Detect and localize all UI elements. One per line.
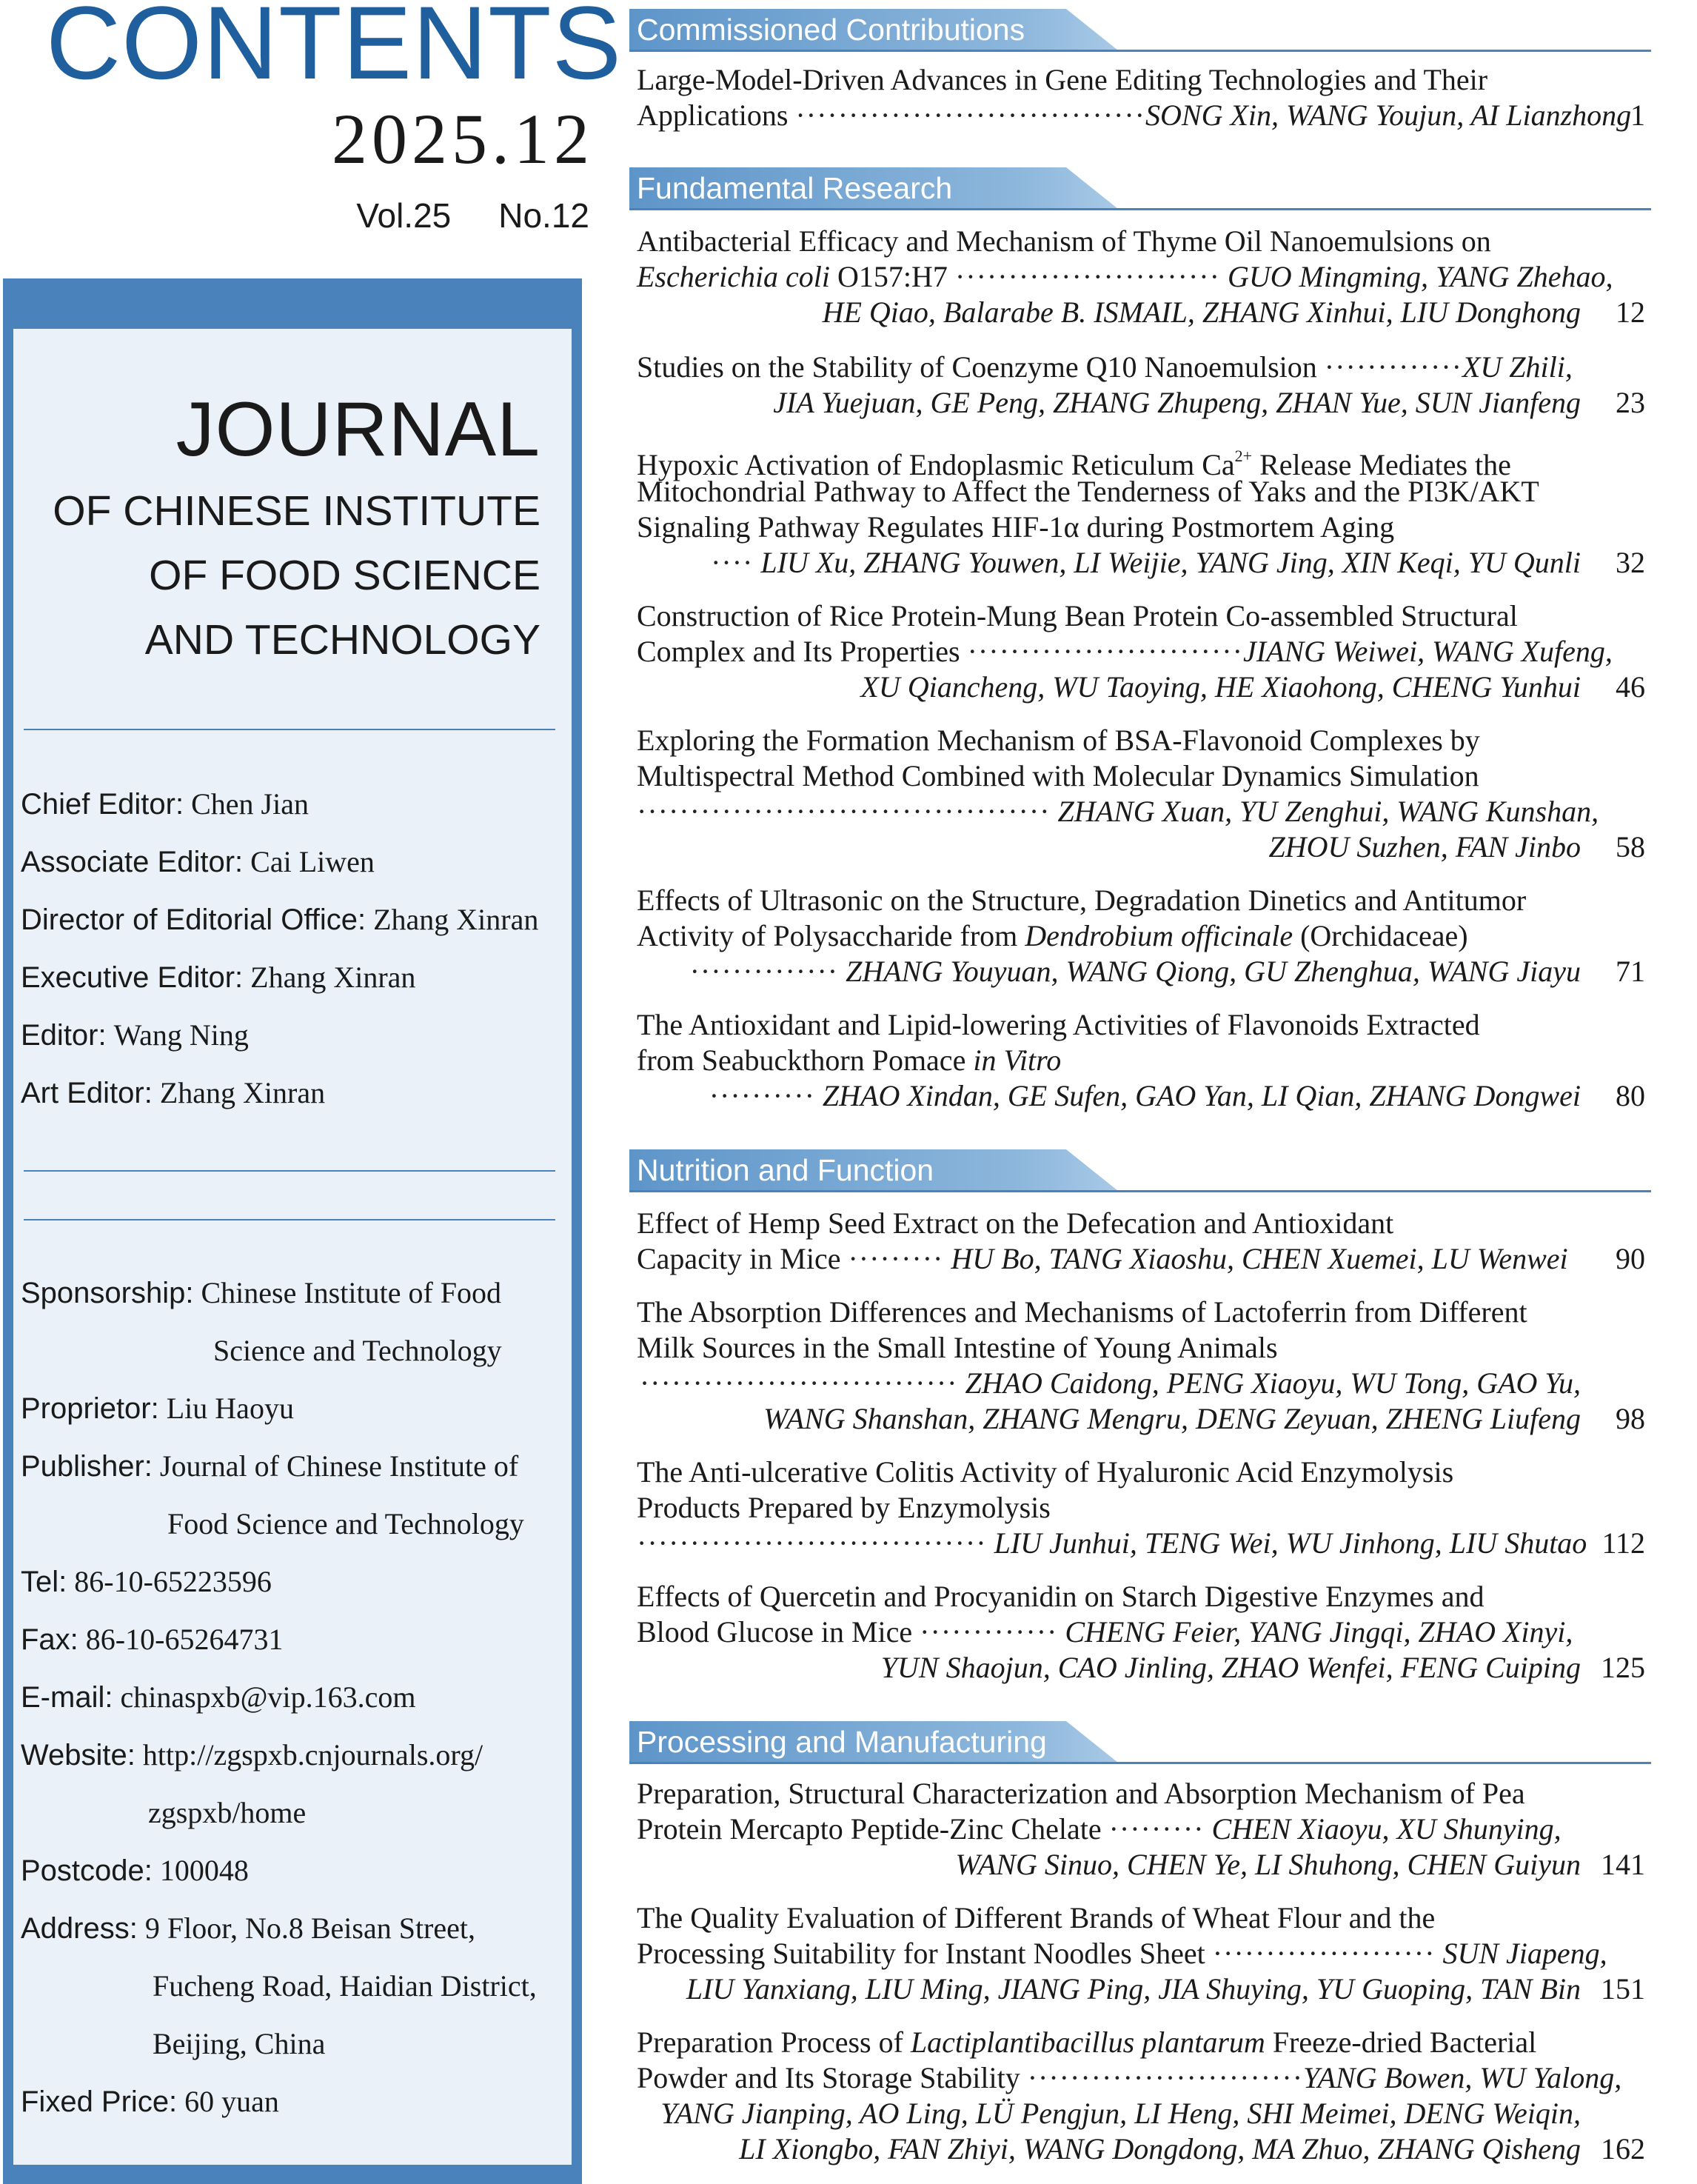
entry-line xyxy=(637,98,1632,133)
field-label: Publisher: xyxy=(21,1450,153,1483)
field-value: Wang Ning xyxy=(113,1018,249,1052)
authors-text: LI Xiongbo, FAN Zhiyi, WANG Dongdong, MA Zhuo, ZHANG Qisheng xyxy=(739,2132,1581,2165)
section-header xyxy=(629,167,1651,210)
entry-line xyxy=(637,1650,1581,1686)
toc-entry[interactable] xyxy=(637,1455,1645,1561)
entry-line xyxy=(637,350,1599,385)
editor-row xyxy=(21,847,538,905)
entry-line xyxy=(637,669,1581,705)
field-value: Fucheng Road, Haidian District, xyxy=(153,1969,537,2003)
page-number: 98 xyxy=(1616,1402,1645,1435)
field-value: Liu Haoyu xyxy=(166,1392,294,1425)
authors-text: JIA Yuejuan, GE Peng, ZHANG Zhupeng, ZHAN Yue, SUN Jianfeng xyxy=(773,386,1581,419)
entry-line xyxy=(637,1241,1599,1277)
toc-entry[interactable] xyxy=(637,598,1645,705)
entry-line: The Quality Evaluation of Different Brands of Wheat Flour and the xyxy=(637,1901,1436,1934)
issue-number: No.12 xyxy=(498,196,589,235)
authors-text: WANG Sinuo, CHEN Ye, LI Shuhong, CHEN Guiyun xyxy=(955,1848,1581,1881)
authors-text: ZHANG Xuan, YU Zenghui, WANG Kunshan, xyxy=(1057,795,1599,828)
entry-line xyxy=(637,634,1613,669)
field-label: Fax: xyxy=(21,1623,78,1656)
title-text: Applications xyxy=(637,98,789,132)
leader-dots: ······································· xyxy=(637,795,1051,828)
leader-dots: ······························ xyxy=(639,1366,958,1400)
entry-line xyxy=(637,2096,1581,2131)
field-label: Proprietor: xyxy=(21,1392,159,1425)
field-value: chinaspxb@vip.163.com xyxy=(120,1680,416,1714)
field-label: Executive Editor: xyxy=(21,961,244,994)
field-value: 60 yuan xyxy=(184,2085,279,2118)
field-label: Sponsorship: xyxy=(21,1277,194,1309)
masthead-panel xyxy=(3,278,582,2184)
page-number: 46 xyxy=(1616,670,1645,704)
price-row xyxy=(21,2087,537,2145)
email-row xyxy=(21,1680,537,1740)
field-value: Cai Liwen xyxy=(250,845,375,878)
volume-number xyxy=(356,198,589,233)
authors-text: LIU Xu, ZHANG Youwen, LI Weijie, YANG Jing, XIN Keqi, YU Qunli xyxy=(760,546,1581,579)
entry-line xyxy=(637,1847,1581,1883)
field-label: E-mail: xyxy=(21,1681,113,1714)
leader-dots: ································· xyxy=(795,98,1145,132)
section-rule xyxy=(629,1762,1651,1764)
toc-entry[interactable] xyxy=(637,224,1645,330)
journal-title-line: AND TECHNOLOGY xyxy=(144,616,540,664)
section-header xyxy=(629,1721,1651,1764)
field-label: Director of Editorial Office: xyxy=(21,904,366,936)
fax-row xyxy=(21,1625,537,1683)
page-number: 12 xyxy=(1616,295,1645,329)
divider xyxy=(24,1170,555,1172)
leader-dots: ·························· xyxy=(967,635,1243,668)
leader-dots: ····················· xyxy=(1212,1937,1436,1970)
field-label: Address: xyxy=(21,1912,138,1945)
section-rule xyxy=(629,1190,1651,1192)
divider xyxy=(24,1219,555,1220)
title-text: Hypoxic Activation of Endoplasmic Reticulum Ca xyxy=(637,448,1235,481)
toc-entry[interactable] xyxy=(637,350,1645,421)
toc-entry[interactable] xyxy=(637,883,1645,989)
field-value: 100048 xyxy=(159,1854,249,1887)
title-text: Studies on the Stability of Coenzyme Q10 Nanoemulsion xyxy=(637,350,1317,384)
entry-line xyxy=(637,438,1599,481)
website-row-cont xyxy=(21,1798,537,1856)
proprietor-row xyxy=(21,1394,537,1452)
field-value: 86-10-65223596 xyxy=(74,1565,272,1598)
section-title: Commissioned Contributions xyxy=(637,13,1025,47)
field-value: Beijing, China xyxy=(153,2027,326,2060)
editor-row xyxy=(21,1018,538,1078)
entry-line: Effects of Ultrasonic on the Structure, Degradation Dinetics and Antitumor xyxy=(637,884,1527,917)
journal-title-line: OF FOOD SCIENCE xyxy=(149,552,540,599)
entry-line xyxy=(637,1971,1581,2007)
address-row-cont xyxy=(21,2029,537,2087)
authors-text: LIU Yanxiang, LIU Ming, JIANG Ping, JIA Shuying, YU Guoping, TAN Bin xyxy=(686,1972,1581,2006)
entry-line: Multispectral Method Combined with Molecular Dynamics Simulation xyxy=(637,759,1479,792)
title-text: Dendrobium officinale xyxy=(1025,919,1293,952)
leader-dots: ································· xyxy=(637,1526,987,1560)
authors-text: JIANG Weiwei, WANG Xufeng, xyxy=(1242,635,1613,668)
field-value: Zhang Xinran xyxy=(250,961,416,994)
journal-title xyxy=(53,387,540,664)
authors-text: HU Bo, TANG Xiaoshu, CHEN Xuemei, LU Wenwei xyxy=(951,1242,1568,1275)
entry-line xyxy=(637,1078,1581,1114)
entry-line: The Anti-ulcerative Colitis Activity of Hyaluronic Acid Enzymolysis xyxy=(637,1455,1454,1489)
leader-dots: ························· xyxy=(954,260,1220,293)
authors-text: XU Zhili, xyxy=(1462,350,1573,384)
title-text: Capacity in Mice xyxy=(637,1242,841,1275)
entry-line: Effects of Quercetin and Procyanidin on Starch Digestive Enzymes and xyxy=(637,1580,1485,1613)
field-label: Tel: xyxy=(21,1566,67,1598)
page-number: 162 xyxy=(1601,2132,1645,2165)
sponsorship-row-cont xyxy=(21,1336,537,1394)
leader-dots: ···· xyxy=(711,546,754,579)
entry-line xyxy=(637,1811,1599,1847)
address-row-cont xyxy=(21,1971,537,2029)
section-rule xyxy=(629,208,1651,210)
entry-line xyxy=(637,2060,1622,2096)
title-text: Powder and Its Storage Stability xyxy=(637,2061,1020,2094)
entry-line xyxy=(637,545,1581,581)
entry-line: Large-Model-Driven Advances in Gene Editing Technologies and Their xyxy=(637,63,1488,96)
editor-row xyxy=(21,963,538,1021)
entry-line xyxy=(637,295,1581,330)
toc-section xyxy=(629,167,1651,210)
authors-text: YANG Bowen, WU Yalong, xyxy=(1303,2061,1622,2094)
leader-dots: ········· xyxy=(1108,1812,1205,1846)
entry-line xyxy=(637,918,1599,954)
authors-text: ZHAO Caidong, PENG Xiaoyu, WU Tong, GAO Yu, xyxy=(965,1366,1581,1400)
page-number: 58 xyxy=(1616,830,1645,864)
journal-title-line: OF CHINESE INSTITUTE xyxy=(53,487,540,535)
entry-line: Milk Sources in the Small Intestine of Young Animals xyxy=(637,1331,1278,1364)
field-value: Food Science and Technology xyxy=(167,1507,524,1540)
title-text: Activity of Polysaccharide from xyxy=(637,919,1025,952)
entry-line xyxy=(637,1401,1581,1437)
authors-text: SONG Xin, WANG Youjun, AI Lianzhong xyxy=(1145,98,1632,132)
toc-entry[interactable] xyxy=(637,1900,1645,2007)
page-number: 71 xyxy=(1616,955,1645,988)
field-label: Chief Editor: xyxy=(21,788,184,821)
leader-dots: ·········· xyxy=(709,1079,815,1112)
address-row xyxy=(21,1911,537,1971)
title-text: Release Mediates the xyxy=(1252,448,1511,481)
title-text: from Seabuckthorn Pomace xyxy=(637,1043,974,1077)
entry-line xyxy=(637,1366,1581,1401)
entry-line: Signaling Pathway Regulates HIF-1α during Postmortem Aging xyxy=(637,510,1395,544)
title-text: Blood Glucose in Mice xyxy=(637,1615,913,1649)
entry-line xyxy=(637,829,1581,865)
leader-dots: ·························· xyxy=(1027,2061,1304,2094)
authors-text: YANG Jianping, AO Ling, LÜ Pengjun, LI Heng, SHI Meimei, DENG Weiqin, xyxy=(660,2097,1581,2130)
website-row xyxy=(21,1740,537,1798)
toc-entry[interactable] xyxy=(637,1295,1645,1437)
page-number: 1 xyxy=(1630,98,1645,132)
title-text: in Vitro xyxy=(973,1043,1062,1077)
page-number: 80 xyxy=(1616,1079,1645,1112)
entry-line: Preparation, Structural Characterization and Absorption Mechanism of Pea xyxy=(637,1777,1525,1810)
field-value: zgspxb/home xyxy=(148,1796,307,1829)
authors-text: LIU Junhui, TENG Wei, WU Jinhong, LIU Shutao xyxy=(994,1526,1587,1560)
leader-dots: ············· xyxy=(920,1615,1058,1649)
toc-entry[interactable] xyxy=(637,438,1645,581)
authors-text: YUN Shaojun, CAO Jinling, ZHAO Wenfei, FENG Cuiping xyxy=(880,1651,1581,1684)
editors-list xyxy=(21,789,538,1136)
page-number: 112 xyxy=(1601,1526,1645,1560)
entry-line: Construction of Rice Protein-Mung Bean Protein Co-assembled Structural xyxy=(637,599,1518,632)
field-label: Fixed Price: xyxy=(21,2086,178,2118)
field-value: Science and Technology xyxy=(213,1334,502,1367)
publisher-row-cont xyxy=(21,1509,537,1567)
section-header xyxy=(629,9,1651,52)
authors-text: SUN Jiapeng, xyxy=(1442,1937,1607,1970)
authors-text: ZHOU Suzhen, FAN Jinbo xyxy=(1268,830,1581,864)
field-value: Zhang Xinran xyxy=(373,903,539,936)
authors-text: CHEN Xiaoyu, XU Shunying, xyxy=(1211,1812,1562,1846)
title-text: Processing Suitability for Instant Noodles Sheet xyxy=(637,1937,1205,1970)
authors-text: ZHAO Xindan, GE Sufen, GAO Yan, LI Qian, ZHANG Dongwei xyxy=(822,1079,1581,1112)
page-number: 125 xyxy=(1601,1651,1645,1684)
entry-line xyxy=(637,1526,1587,1561)
issue-date: 2025.12 xyxy=(332,99,594,178)
field-label: Associate Editor: xyxy=(21,846,244,878)
toc-section xyxy=(629,1149,1651,1192)
toc-entry[interactable] xyxy=(637,2025,1645,2167)
authors-text: XU Qiancheng, WU Taoying, HE Xiaohong, CHENG Yunhui xyxy=(860,670,1581,704)
toc-entry[interactable] xyxy=(637,1206,1645,1277)
section-title: Nutrition and Function xyxy=(637,1153,934,1187)
page-number: 151 xyxy=(1601,1972,1645,2006)
tel-row xyxy=(21,1567,537,1625)
contents-heading: CONTENTS xyxy=(46,0,622,101)
entry-line xyxy=(637,2025,1599,2060)
title-text: Lactiplantibacillus plantarum xyxy=(910,2026,1265,2059)
toc-entry[interactable] xyxy=(637,1007,1645,1114)
toc-entry[interactable] xyxy=(637,1579,1645,1686)
toc-section xyxy=(629,9,1651,52)
masthead-inner xyxy=(13,329,572,2165)
field-label: Website: xyxy=(21,1739,135,1771)
field-label: Postcode: xyxy=(21,1854,153,1887)
editor-row xyxy=(21,789,538,847)
entry-line xyxy=(637,1043,1599,1078)
journal-title-main: JOURNAL xyxy=(175,387,540,472)
title-text: Escherichia coli xyxy=(637,260,831,293)
divider xyxy=(24,729,555,730)
field-value: 9 Floor, No.8 Beisan Street, xyxy=(144,1911,475,1945)
section-rule xyxy=(629,50,1651,52)
volume: Vol.25 xyxy=(356,196,452,235)
sponsorship-row xyxy=(21,1278,537,1336)
entry-line: The Absorption Differences and Mechanisms of Lactoferrin from Different xyxy=(637,1295,1527,1329)
entry-line: Exploring the Formation Mechanism of BSA-Flavonoid Complexes by xyxy=(637,724,1480,757)
toc-entry[interactable] xyxy=(637,723,1645,865)
field-label: Editor: xyxy=(21,1019,107,1052)
entry-line: Mitochondrial Pathway to Affect the Tenderness of Yaks and the PI3K/AKT xyxy=(637,475,1539,508)
entry-line xyxy=(637,259,1613,295)
title-text: Preparation Process of xyxy=(637,2026,911,2059)
field-label: Art Editor: xyxy=(21,1077,153,1109)
toc-entry[interactable] xyxy=(637,1776,1645,1883)
page-number: 141 xyxy=(1601,1848,1645,1881)
toc-entry[interactable] xyxy=(637,62,1645,133)
entry-line xyxy=(637,1614,1599,1650)
editor-row xyxy=(21,905,538,963)
entry-line xyxy=(637,954,1581,989)
field-value: Chen Jian xyxy=(191,787,309,821)
title-text: Protein Mercapto Peptide-Zinc Chelate xyxy=(637,1812,1102,1846)
title-text: O157:H7 xyxy=(830,260,948,293)
field-value: Chinese Institute of Food xyxy=(201,1276,502,1309)
title-text: (Orchidaceae) xyxy=(1293,919,1468,952)
authors-text: CHENG Feier, YANG Jingqi, ZHAO Xinyi, xyxy=(1065,1615,1573,1649)
field-value: http://zgspxb.cnjournals.org/ xyxy=(142,1738,483,1771)
authors-text: WANG Shanshan, ZHANG Mengru, DENG Zeyuan, ZHENG Liufeng xyxy=(763,1402,1581,1435)
leader-dots: ·············· xyxy=(689,955,839,988)
section-title: Fundamental Research xyxy=(637,171,953,205)
publisher-row xyxy=(21,1449,537,1509)
postcode-row xyxy=(21,1856,537,1914)
leader-dots: ············· xyxy=(1324,350,1462,384)
authors-text: ZHANG Youyuan, WANG Qiong, GU Zhenghua, WANG Jiayu xyxy=(846,955,1581,988)
field-value: Journal of Chinese Institute of xyxy=(159,1449,519,1483)
leader-dots: ········· xyxy=(848,1242,944,1275)
page-number: 32 xyxy=(1616,546,1645,579)
entry-line: Effect of Hemp Seed Extract on the Defecation and Antioxidant xyxy=(637,1206,1394,1240)
entry-line: Products Prepared by Enzymolysis xyxy=(637,1491,1051,1524)
superscript: 2+ xyxy=(1234,447,1253,465)
field-value: Zhang Xinran xyxy=(159,1076,326,1109)
publication-info xyxy=(21,1278,537,2145)
entry-line: Antibacterial Efficacy and Mechanism of Thyme Oil Nanoemulsions on xyxy=(637,224,1491,258)
page-number: 90 xyxy=(1616,1242,1645,1275)
entry-line: The Antioxidant and Lipid-lowering Activities of Flavonoids Extracted xyxy=(637,1008,1480,1041)
entry-line xyxy=(637,385,1581,421)
section-header xyxy=(629,1149,1651,1192)
page-number: 23 xyxy=(1616,386,1645,419)
toc-section xyxy=(629,1721,1651,1764)
field-value: 86-10-65264731 xyxy=(85,1623,284,1656)
editor-row xyxy=(21,1078,538,1136)
entry-line xyxy=(637,794,1599,829)
entry-line xyxy=(637,2131,1581,2167)
entry-line xyxy=(637,1936,1607,1971)
title-text: Freeze-dried Bacterial xyxy=(1265,2026,1537,2059)
section-title: Processing and Manufacturing xyxy=(637,1725,1047,1759)
authors-text: HE Qiao, Balarabe B. ISMAIL, ZHANG Xinhui, LIU Donghong xyxy=(822,295,1581,329)
title-text: Complex and Its Properties xyxy=(637,635,960,668)
authors-text: GUO Mingming, YANG Zhehao, xyxy=(1227,260,1613,293)
